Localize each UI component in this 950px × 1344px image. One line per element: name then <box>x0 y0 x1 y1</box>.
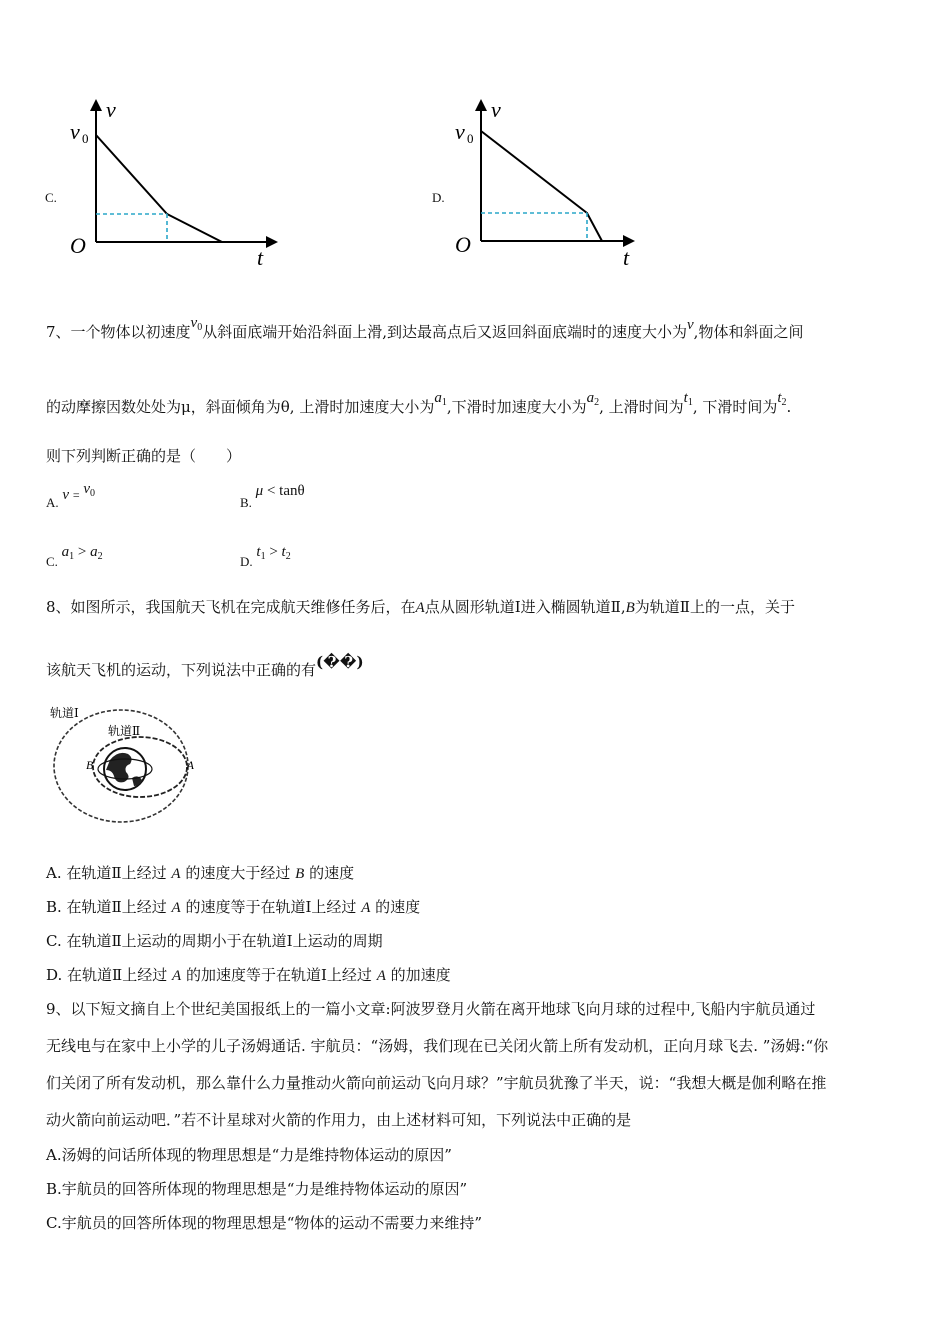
vt-graph-c <box>60 95 290 275</box>
t-axis-label: t <box>257 245 264 270</box>
point-a-label: A <box>186 758 194 772</box>
graph-d-label: D. <box>432 190 445 205</box>
q7-option-a: A. $v = v_0$ <box>46 481 96 510</box>
q7-line3: 则下列判断正确的是（ ） <box>46 447 242 465</box>
q8-option-b: B. 在轨道Ⅱ上经过 A 的速度等于在轨道Ⅰ上经过 A 的速度 <box>46 898 421 916</box>
v-axis-label: v <box>491 97 501 122</box>
q9-line2: 无线电与在家中上小学的儿子汤姆通话. 宇航员：“汤姆，我们现在已关闭火箭上所有发动机，正向月球飞去. ”汤姆:“你 <box>46 1037 829 1055</box>
velocity-line <box>481 131 602 241</box>
t-axis-label: t <box>623 245 630 270</box>
q8-option-d: D. 在轨道Ⅱ上经过 A 的加速度等于在轨道Ⅰ上经过 A 的加速度 <box>46 966 451 984</box>
q8-line1: 8、如图所示，我国航天飞机在完成航天维修任务后，在A点从圆形轨道Ⅰ进入椭圆轨道Ⅱ,B为轨道Ⅱ上的一点，关于 <box>46 598 795 616</box>
graph-c-label: C. <box>45 190 57 205</box>
point-b-label: B <box>86 758 94 772</box>
velocity-line <box>96 135 222 242</box>
q9-line1: 9、以下短文摘自上个世纪美国报纸上的一篇小文章:阿波罗登月火箭在离开地球飞向月球的过程中,飞船内宇航员通过 <box>46 1000 816 1018</box>
q7-option-d: D. $t_1 > t_2$ <box>240 544 291 569</box>
q9-option-c: C.宇航员的回答所体现的物理思想是“物体的运动不需要力来维持” <box>46 1214 483 1232</box>
origin-label: O <box>70 233 86 258</box>
q9-line3: 们关闭了所有发动机，那么靠什么力量推动火箭向前运动飞向月球？”宇航员犹豫了半天，说：“我想大概是伽利略在推 <box>46 1074 827 1092</box>
v0-sub: 0 <box>467 131 474 146</box>
v0-sub: 0 <box>82 131 89 146</box>
q9-option-a: A.汤姆的问话所体现的物理思想是“力是维持物体运动的原因” <box>46 1146 452 1164</box>
q8-option-c: C. 在轨道Ⅱ上运动的周期小于在轨道Ⅰ上运动的周期 <box>46 932 383 950</box>
q9-option-b: B.宇航员的回答所体现的物理思想是“力是维持物体运动的原因” <box>46 1180 468 1198</box>
v-axis-label: v <box>106 97 116 122</box>
v-inline: v <box>687 317 694 333</box>
q8-option-a: A. 在轨道Ⅱ上经过 A 的速度大于经过 B 的速度 <box>46 864 355 882</box>
v-axis-arrow <box>90 99 102 111</box>
q9-line4: 动火箭向前运动吧．”若不计星球对火箭的作用力，由上述材料可知，下列说法中正确的是 <box>46 1111 632 1129</box>
v-axis-arrow <box>475 99 487 111</box>
q8-line2: 该航天飞机的运动，下列说法中正确的有(��) <box>46 653 364 679</box>
orbit-1-label: 轨道Ⅰ <box>50 706 79 720</box>
q7-line2: 的动摩擦因数处处为μ，斜面倾角为θ, 上滑时加速度大小为$a_1$,下滑时加速度大小为$a_2$, 上滑时间为$t_1$, 下滑时间为$t_2$. <box>46 390 792 416</box>
vt-graph-d <box>445 95 675 275</box>
orbit-diagram <box>46 700 196 830</box>
v0-label: v <box>70 119 80 144</box>
q7-option-c: C. $a_1 > a_2$ <box>46 544 103 569</box>
origin-label: O <box>455 232 471 257</box>
v0-inline: $v_0$ <box>190 315 203 333</box>
q7-option-b: B. μ < tanθ <box>240 483 305 510</box>
t-axis-arrow <box>266 236 278 248</box>
q7-line1: 7、一个物体以初速度$v_0$从斜面底端开始沿斜面上滑,到达最高点后又返回斜面底端时的速度大小为v,物体和斜面之间 <box>46 315 804 341</box>
v0-label: v <box>455 119 465 144</box>
orbit-2-label: 轨道Ⅱ <box>108 724 141 738</box>
